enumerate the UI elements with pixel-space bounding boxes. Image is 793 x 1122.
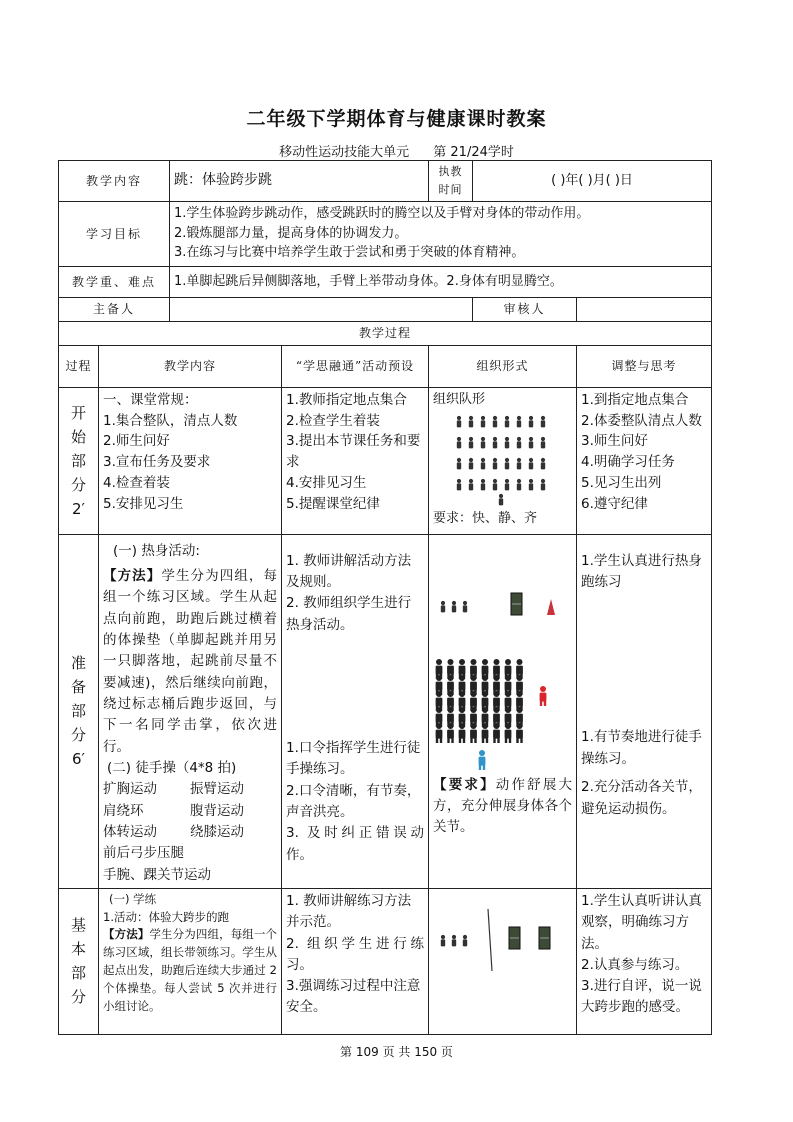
goals-cell — [170, 202, 712, 267]
row-content — [59, 161, 712, 202]
exercise-item: 扩胸运动 — [103, 781, 157, 798]
teacher-figure — [499, 494, 503, 506]
reflect-line: 6.遵守纪律 — [581, 496, 648, 513]
student-figure — [441, 935, 445, 947]
teacher-line: 5.提醒课堂纪律 — [286, 496, 380, 513]
stage-start-label — [59, 387, 99, 534]
teacher-line: 2.检查学生着装 — [286, 412, 380, 429]
row-process-title — [59, 322, 712, 346]
student-figure — [541, 437, 545, 449]
formation-title: 组织队形 — [433, 391, 486, 407]
student-figure — [469, 458, 473, 470]
process-title: 教学过程 — [59, 322, 712, 346]
exercise-title: (二) 徒手操（4*8 拍) — [107, 759, 237, 776]
lesson-plan-table — [58, 160, 712, 1035]
stage-start-reflection — [577, 387, 712, 534]
stage-start-content — [99, 387, 282, 534]
page-title: 二年级下学期体育与健康课时教案 — [246, 108, 547, 130]
stage-basic-organization — [429, 888, 577, 1034]
spacer — [286, 636, 424, 738]
student-figure — [529, 458, 533, 470]
basic-method — [103, 926, 277, 1015]
student-figure — [517, 479, 521, 491]
student-figure — [457, 479, 461, 491]
student-figure — [493, 479, 497, 491]
reviewer-label: 审核人 — [473, 298, 577, 322]
exercise-item: 绕膝运动 — [190, 823, 244, 840]
header-reflection: 调整与思考 — [577, 345, 712, 387]
student-rows — [436, 659, 523, 743]
date-label: 执教时间 — [429, 161, 473, 202]
content-value: 跳：体验跨步跳 — [170, 161, 429, 202]
student-figure — [541, 479, 545, 491]
reflect-line: 1.学生认真听讲认真观察，明确练习方法。 — [581, 892, 702, 952]
practice-diagram — [433, 905, 573, 975]
student-figure — [493, 416, 497, 428]
student-figure — [457, 437, 461, 449]
student-figure — [505, 723, 512, 743]
student-figure — [469, 416, 473, 428]
exercise-row — [103, 822, 277, 843]
teacher-line: 1.口令指挥学生进行徒手操练习。 — [286, 739, 421, 778]
teacher-line: 4.安排见习生 — [286, 475, 367, 492]
content-line: 3.宣布任务及要求 — [103, 454, 211, 471]
teacher-line: 3.提出本节课任务和要求 — [286, 433, 421, 471]
content-line: 1.集合整队，清点人数 — [103, 412, 238, 429]
student-figure — [517, 437, 521, 449]
reflect-line: 2.充分活动各关节，避免运动损伤。 — [581, 779, 702, 817]
student-figure — [505, 416, 509, 428]
student-figure — [517, 416, 521, 428]
student-figure — [463, 935, 467, 947]
student-rows — [457, 416, 545, 491]
student-figure — [529, 416, 533, 428]
teacher-line: 2. 教师组织学生进行热身活动。 — [286, 595, 412, 633]
page-subtitle — [0, 141, 793, 160]
method-text: 学生分为四组，每组一个练习区域。学生从起点向前跑，助跑后跳过横着的体操垫（单脚起跳并用另一只脚落地，起跳前尽量不要减速)，然后继续向前跑，绕过标志桶后跑步返回，与下一名同学击掌，依次进行。 — [103, 567, 278, 755]
row-keypoints — [59, 267, 712, 298]
content-line: 4.检查着装 — [103, 475, 170, 492]
teacher-line: 2.口令清晰，有节奏，声音洪亮。 — [286, 782, 421, 820]
warmup-diagram — [433, 585, 573, 635]
stage-basic-reflection — [577, 888, 712, 1034]
preparer-label: 主备人 — [59, 298, 170, 322]
exercise-item: 前后弓步压腿 — [103, 845, 184, 862]
header-content: 教学内容 — [99, 345, 282, 387]
stage-name: 开始部分 — [70, 403, 86, 494]
spacer — [581, 594, 707, 727]
exercise-item: 手腕、踝关节运动 — [103, 866, 211, 883]
stage-start-organization — [429, 387, 577, 534]
student-figure — [529, 437, 533, 449]
student-figure — [493, 437, 497, 449]
content-line: 一、课堂常规： — [103, 391, 198, 408]
prep-org-requirement — [433, 775, 572, 839]
student-figure — [481, 416, 485, 428]
content-label: 教学内容 — [59, 161, 170, 202]
stage-prep-reflection — [577, 534, 712, 888]
reflect-line: 4.明确学习任务 — [581, 454, 675, 471]
method-text: 学生分为四组，每组一个练习区域，组长带领练习。学生从起点出发，助跑后连续大步通过 2 个体操垫。每人尝试 5 次并进行小组讨论。 — [103, 927, 278, 1013]
student-figure — [463, 600, 467, 612]
stage-prep-organization — [429, 534, 577, 888]
reflect-line: 5.见习生出列 — [581, 475, 662, 492]
student-figure — [457, 458, 461, 470]
goal-item: 2.锻炼腿部力量，提高身体的协调发力。 — [174, 225, 408, 241]
content-line: 2.师生问好 — [103, 433, 170, 450]
student-figure — [452, 600, 456, 612]
student-figure — [447, 723, 454, 743]
stage-start-teacher — [282, 387, 429, 534]
student-figure — [541, 416, 545, 428]
reflect-line: 1.有节奏地进行徒手操练习。 — [581, 729, 702, 768]
reviewer-value — [577, 298, 712, 322]
lesson-number: 第 21/24学时 — [433, 145, 514, 160]
exercise-item: 腹背运动 — [190, 802, 244, 819]
stage-prep-label — [59, 534, 99, 888]
header-stage: 过程 — [59, 345, 99, 387]
keypoints-value: 1.单脚起跳后异侧脚落地，手臂上举带动身体。2.身体有明显腾空。 — [170, 267, 712, 298]
student-figure — [505, 479, 509, 491]
stage-prep-teacher — [282, 534, 429, 888]
stage-name: 准备部分 — [70, 654, 86, 745]
stage-prep-content — [99, 534, 282, 888]
exercise-item: 振臂运动 — [190, 781, 244, 798]
row-process-headers — [59, 345, 712, 387]
student-figure — [482, 723, 489, 743]
header-activity: “学思融通”活动预设 — [282, 345, 429, 387]
coach-figure-blue — [479, 750, 486, 770]
row-preparer — [59, 298, 712, 322]
requirement-text: 动作舒展大方，充分伸展身体各个关节。 — [433, 776, 573, 836]
teacher-line: 3.强调练习过程中注意安全。 — [286, 978, 421, 1016]
reflect-line: 1.到指定地点集合 — [581, 391, 689, 408]
stage-name: 基本部分 — [70, 916, 86, 1007]
teacher-line: 1.教师指定地点集合 — [286, 391, 407, 408]
student-figure — [441, 600, 445, 612]
student-figure — [505, 437, 509, 449]
reflect-line: 2.认真参与练习。 — [581, 956, 689, 973]
stage-basic-content — [99, 888, 282, 1034]
stage-basic-teacher — [282, 888, 429, 1034]
exercise-item: 体转运动 — [103, 823, 157, 840]
calisthenics-formation — [433, 659, 573, 771]
goal-item: 3.在练习与比赛中培养学生敢于尝试和勇于突破的体育精神。 — [174, 245, 525, 260]
warmup-method — [103, 566, 277, 758]
exercise-row — [103, 779, 277, 800]
cone-marker — [547, 599, 555, 615]
student-figure — [505, 458, 509, 470]
exercise-item: 肩绕环 — [103, 802, 144, 819]
warmup-title: (一) 热身活动: — [113, 542, 200, 559]
date-value: ( )年( )月( )日 — [473, 161, 712, 202]
student-figure — [436, 723, 443, 743]
student-figure — [457, 416, 461, 428]
row-stage-basic — [59, 888, 712, 1034]
student-figure — [493, 458, 497, 470]
row-stage-start — [59, 387, 712, 534]
goal-item: 1.学生体验跨步跳动作，感受跳跃时的腾空以及手臂对身体的带动作用。 — [174, 206, 590, 221]
student-figure — [469, 437, 473, 449]
stage-time: 6′ — [72, 750, 85, 769]
start-line — [488, 909, 492, 971]
reflect-line: 3.进行自评，说一说大跨步跑的感受。 — [581, 978, 702, 1016]
student-figure — [469, 479, 473, 491]
teacher-line: 1. 教师讲解活动方法及规则。 — [286, 552, 412, 590]
goals-label: 学习目标 — [59, 202, 170, 267]
teacher-line: 1. 教师讲解练习方法并示范。 — [286, 892, 412, 931]
student-figure — [470, 723, 477, 743]
row-stage-prep — [59, 534, 712, 888]
student-figure — [481, 479, 485, 491]
reflect-line: 2.体委整队清点人数 — [581, 412, 702, 429]
student-figure — [541, 458, 545, 470]
student-figure — [459, 723, 466, 743]
exercise-row — [103, 801, 277, 822]
stage-time: 2′ — [72, 499, 85, 518]
student-figure — [517, 458, 521, 470]
teacher-line: 3. 及时纠正错误动作。 — [286, 825, 425, 863]
row-goals — [59, 202, 712, 267]
page-footer: 第 109 页 共 150 页 — [340, 1045, 453, 1059]
student-figure — [481, 458, 485, 470]
reflect-line: 3.师生问好 — [581, 433, 648, 450]
unit-name: 移动性运动技能大单元 — [279, 145, 410, 160]
formation-diagram — [441, 412, 561, 507]
activity-title: 1.活动：体验大跨步的跑 — [103, 909, 229, 924]
requirement-tag: 【要求】 — [433, 776, 496, 793]
content-line: 5.安排见习生 — [103, 496, 184, 513]
reflect-line: 1.学生认真进行热身跑练习 — [581, 552, 702, 591]
coach-figure-red — [540, 686, 547, 706]
student-figure — [516, 723, 523, 743]
stage-basic-label — [59, 888, 99, 1034]
keypoints-label: 教学重、难点 — [59, 267, 170, 298]
student-figure — [452, 935, 456, 947]
formation-requirement: 要求：快、静、齐 — [433, 510, 538, 526]
student-figure — [493, 723, 500, 743]
header-organization: 组织形式 — [429, 345, 577, 387]
method-tag: 【方法】 — [103, 567, 162, 584]
teacher-line: 2. 组织学生进行练习。 — [286, 935, 425, 973]
student-figure — [481, 437, 485, 449]
student-figure — [529, 479, 533, 491]
learn-title: (一) 学练 — [109, 891, 157, 906]
preparer-value — [170, 298, 473, 322]
method-tag: 【方法】 — [103, 927, 150, 942]
